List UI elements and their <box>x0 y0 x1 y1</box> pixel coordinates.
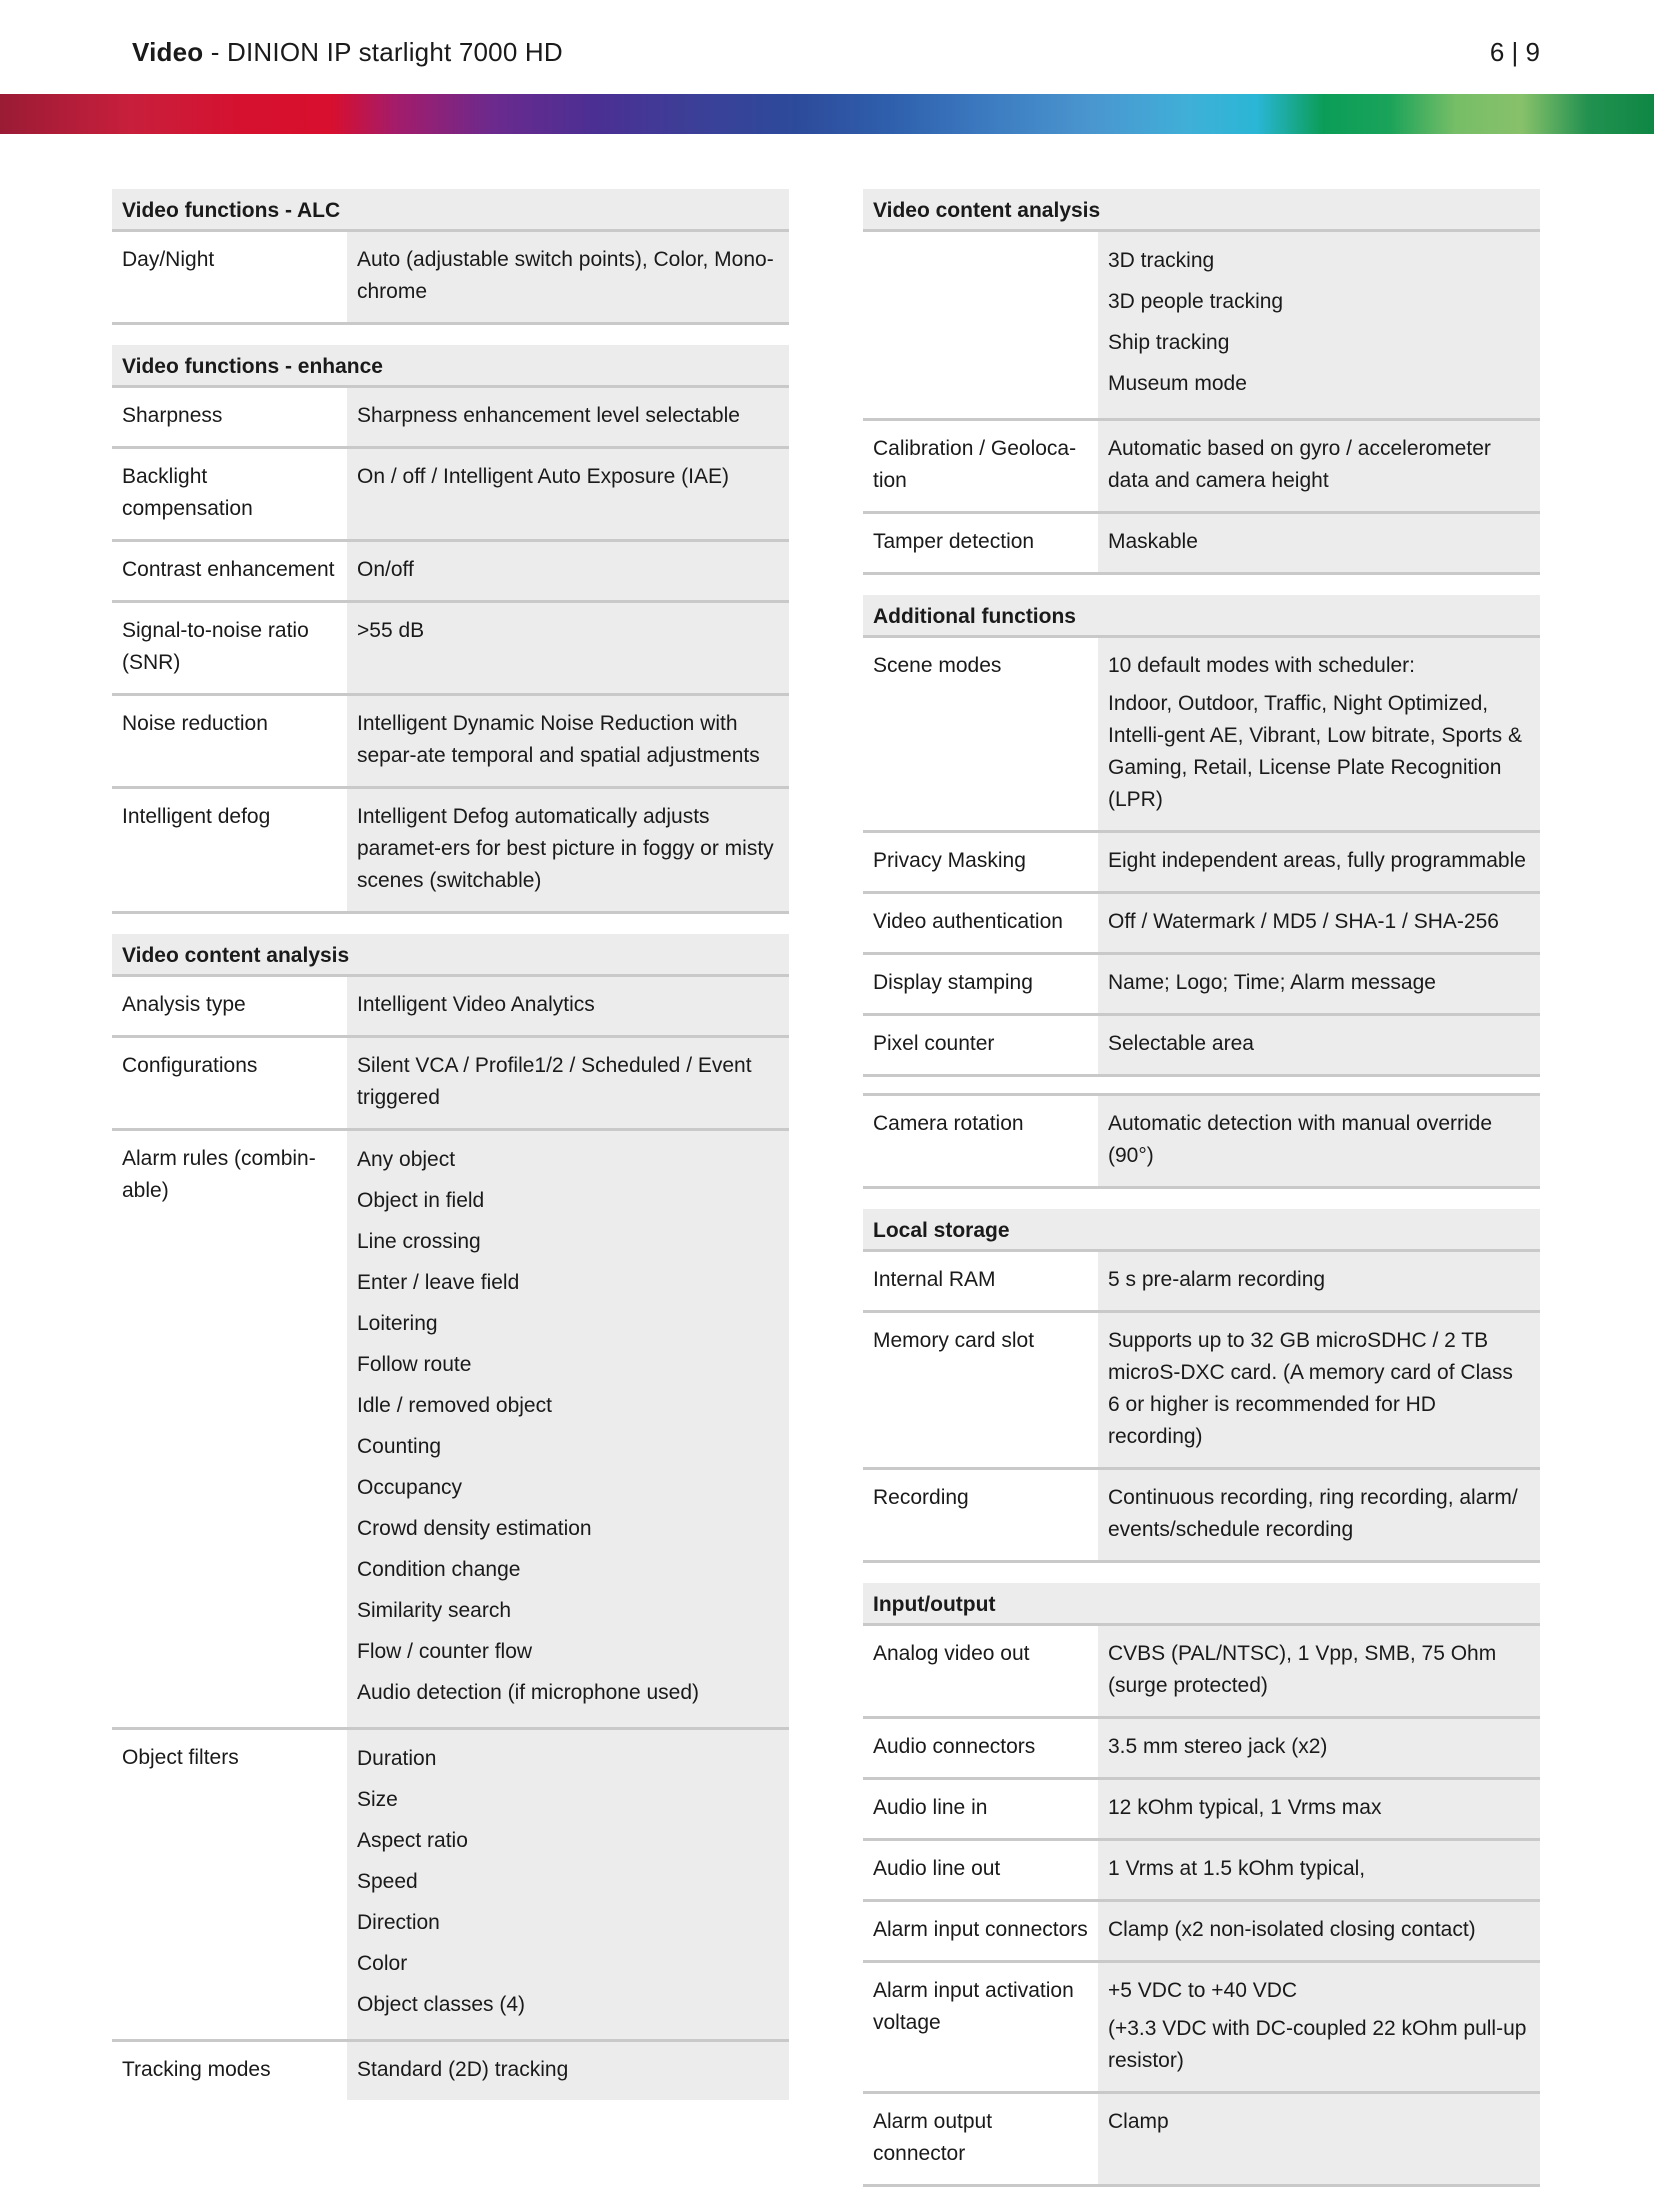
section-camera-rotation <box>863 1093 1540 1189</box>
spec-row <box>863 1016 1540 1077</box>
list-item: Audio detection (if microphone used) <box>357 1681 700 1704</box>
list-item: Speed <box>357 1870 418 1893</box>
spec-label: Display stamping <box>863 955 1098 1013</box>
list-item: 3D tracking <box>1108 249 1215 272</box>
spec-value: Silent VCA / Profile1/2 / Scheduled / Event triggered <box>347 1038 789 1128</box>
spec-value: 12 kOhm typical, 1 Vrms max <box>1098 1780 1540 1838</box>
list-item: Loitering <box>357 1312 438 1335</box>
list-item: Follow route <box>357 1353 472 1376</box>
spec-row <box>863 1780 1540 1841</box>
spec-value: On/off <box>347 542 789 600</box>
spec-label: Day/Night <box>112 232 347 322</box>
spec-label: Configurations <box>112 1038 347 1128</box>
spec-label: Contrast enhancement <box>112 542 347 600</box>
spec-label: Camera rotation <box>863 1096 1098 1186</box>
spec-label: Alarm input activation voltage <box>863 1963 1098 2091</box>
list-item: Counting <box>357 1435 442 1458</box>
spec-label: Video authentication <box>863 894 1098 952</box>
spec-value-line: (+3.3 VDC with DC-coupled 22 kOhm pull-up resistor) <box>1108 2017 1527 2072</box>
list-item: 3D people tracking <box>1108 290 1284 313</box>
spec-label: Internal RAM <box>863 1252 1098 1310</box>
spec-label: Pixel counter <box>863 1016 1098 1074</box>
spec-row <box>863 2094 1540 2187</box>
spec-row <box>863 1096 1540 1189</box>
spec-row <box>863 421 1540 514</box>
spec-value: Clamp <box>1098 2094 1540 2184</box>
document-title-bold: Video <box>132 37 204 67</box>
spec-label: Signal-to-noise ratio (SNR) <box>112 603 347 693</box>
section-title: Video functions - ALC <box>112 189 789 232</box>
spec-value: 5 s pre-alarm recording <box>1098 1252 1540 1310</box>
list-item: Size <box>357 1788 398 1811</box>
spec-label-empty <box>863 232 1098 418</box>
list-item: Aspect ratio <box>357 1829 468 1852</box>
spec-label: Calibration / Geoloca-tion <box>863 421 1098 511</box>
spec-label: Scene modes <box>863 638 1098 830</box>
spec-row <box>863 1841 1540 1902</box>
spec-row <box>112 542 789 603</box>
spec-row <box>112 449 789 542</box>
spec-row <box>863 1902 1540 1963</box>
page-header <box>0 0 1654 94</box>
spec-row <box>863 638 1540 833</box>
spec-value: >55 dB <box>347 603 789 693</box>
spec-row <box>863 833 1540 894</box>
spec-label: Object filters <box>112 1730 347 2039</box>
color-band <box>0 94 1654 134</box>
spec-row <box>863 1313 1540 1470</box>
spec-value: Sharpness enhancement level selectable <box>347 388 789 446</box>
spec-row <box>863 232 1540 421</box>
spec-row <box>112 2042 789 2100</box>
spec-label: Tamper detection <box>863 514 1098 572</box>
list-item: Similarity search <box>357 1599 512 1622</box>
left-column <box>112 189 789 2120</box>
spec-row <box>112 232 789 325</box>
section-local-storage <box>863 1209 1540 1563</box>
spec-value-line: 10 default modes with scheduler: <box>1108 654 1416 677</box>
spec-value: Clamp (x2 non-isolated closing contact) <box>1098 1902 1540 1960</box>
section-title: Additional functions <box>863 595 1540 638</box>
spec-label: Analog video out <box>863 1626 1098 1716</box>
list-item: Museum mode <box>1108 372 1247 395</box>
spec-value: 3.5 mm stereo jack (x2) <box>1098 1719 1540 1777</box>
section-title: Video content analysis <box>863 189 1540 232</box>
spec-row <box>863 894 1540 955</box>
spec-label: Intelligent defog <box>112 789 347 911</box>
spec-value: Intelligent Defog automatically adjusts paramet-ers for best picture in foggy or misty scenes (switchable) <box>347 789 789 911</box>
spec-row <box>863 955 1540 1016</box>
spec-value: Automatic based on gyro / accelerometer data and camera height <box>1098 421 1540 511</box>
list-item: Condition change <box>357 1558 521 1581</box>
spec-label: Audio connectors <box>863 1719 1098 1777</box>
section-title: Video functions - enhance <box>112 345 789 388</box>
spec-row <box>112 388 789 449</box>
spec-label: Analysis type <box>112 977 347 1035</box>
spec-value-list <box>1098 232 1540 418</box>
list-item: Crowd density estimation <box>357 1517 592 1540</box>
spec-value <box>1098 638 1540 830</box>
section-video-functions-enhance <box>112 345 789 914</box>
spec-row <box>112 789 789 914</box>
spec-value: Eight independent areas, fully programmable <box>1098 833 1540 891</box>
spec-value: Standard (2D) tracking <box>347 2042 789 2100</box>
spec-label: Audio line out <box>863 1841 1098 1899</box>
spec-label: Alarm input connectors <box>863 1902 1098 1960</box>
list-item: Ship tracking <box>1108 331 1230 354</box>
spec-label: Backlight compensation <box>112 449 347 539</box>
spec-row <box>112 1730 789 2042</box>
spec-value: Intelligent Video Analytics <box>347 977 789 1035</box>
spec-row <box>863 1252 1540 1313</box>
spec-label: Alarm output connector <box>863 2094 1098 2184</box>
right-column <box>863 189 1540 2207</box>
spec-label: Sharpness <box>112 388 347 446</box>
list-item: Idle / removed object <box>357 1394 552 1417</box>
spec-label: Audio line in <box>863 1780 1098 1838</box>
spec-row <box>112 1131 789 1730</box>
spec-value-line: Indoor, Outdoor, Traffic, Night Optimized, Intelli-gent AE, Vibrant, Low bitrate, Sports & Gaming, Retail, License Plate Recognition (LPR) <box>1108 692 1523 811</box>
spec-row <box>112 696 789 789</box>
list-item: Object in field <box>357 1189 485 1212</box>
section-additional-functions <box>863 595 1540 1077</box>
spec-row <box>863 1470 1540 1563</box>
list-item: Color <box>357 1952 408 1975</box>
list-item: Enter / leave field <box>357 1271 520 1294</box>
document-title <box>132 36 563 68</box>
section-video-functions-alc <box>112 189 789 325</box>
spec-row <box>863 1626 1540 1719</box>
spec-label: Recording <box>863 1470 1098 1560</box>
section-video-content-analysis <box>112 934 789 2100</box>
section-title: Input/output <box>863 1583 1540 1626</box>
spec-row <box>112 603 789 696</box>
section-title: Video content analysis <box>112 934 789 977</box>
spec-value-line: +5 VDC to +40 VDC <box>1108 1979 1298 2002</box>
list-item: Direction <box>357 1911 440 1934</box>
spec-row <box>863 1719 1540 1780</box>
spec-value: Continuous recording, ring recording, alarm/ events/schedule recording <box>1098 1470 1540 1560</box>
section-input-output <box>863 1583 1540 2187</box>
spec-label: Alarm rules (combin-able) <box>112 1131 347 1727</box>
page-number: 6 | 9 <box>1489 37 1540 67</box>
spec-value: Name; Logo; Time; Alarm message <box>1098 955 1540 1013</box>
section-video-content-analysis-cont <box>863 189 1540 575</box>
section-title: Local storage <box>863 1209 1540 1252</box>
spec-value: Maskable <box>1098 514 1540 572</box>
spec-value: Auto (adjustable switch points), Color, Mono-chrome <box>347 232 789 322</box>
spec-row <box>863 1963 1540 2094</box>
spec-value: Automatic detection with manual override (90°) <box>1098 1096 1540 1186</box>
spec-value: CVBS (PAL/NTSC), 1 Vpp, SMB, 75 Ohm (surge protected) <box>1098 1626 1540 1716</box>
spec-label: Noise reduction <box>112 696 347 786</box>
spec-value: 1 Vrms at 1.5 kOhm typical, <box>1098 1841 1540 1899</box>
spec-label: Privacy Masking <box>863 833 1098 891</box>
spec-value: On / off / Intelligent Auto Exposure (IAE) <box>347 449 789 539</box>
spec-value: Off / Watermark / MD5 / SHA-1 / SHA-256 <box>1098 894 1540 952</box>
spec-label: Tracking modes <box>112 2042 347 2100</box>
spec-value: Intelligent Dynamic Noise Reduction with separ-ate temporal and spatial adjustments <box>347 696 789 786</box>
list-item: Any object <box>357 1148 456 1171</box>
list-item: Occupancy <box>357 1476 463 1499</box>
spec-value: Supports up to 32 GB microSDHC / 2 TB microS-DXC card. (A memory card of Class 6 or higher is recommended for HD recording) <box>1098 1313 1540 1467</box>
spec-value: Selectable area <box>1098 1016 1540 1074</box>
list-item: Line crossing <box>357 1230 481 1253</box>
document-title-rest: - DINION IP starlight 7000 HD <box>203 37 563 67</box>
list-item: Flow / counter flow <box>357 1640 533 1663</box>
spec-label: Memory card slot <box>863 1313 1098 1467</box>
list-item: Duration <box>357 1747 437 1770</box>
spec-value-list <box>347 1730 789 2039</box>
spec-row <box>863 514 1540 575</box>
spec-row <box>112 977 789 1038</box>
list-item: Object classes (4) <box>357 1993 526 2016</box>
spec-value-list <box>347 1131 789 1727</box>
spec-value <box>1098 1963 1540 2091</box>
spec-row <box>112 1038 789 1131</box>
